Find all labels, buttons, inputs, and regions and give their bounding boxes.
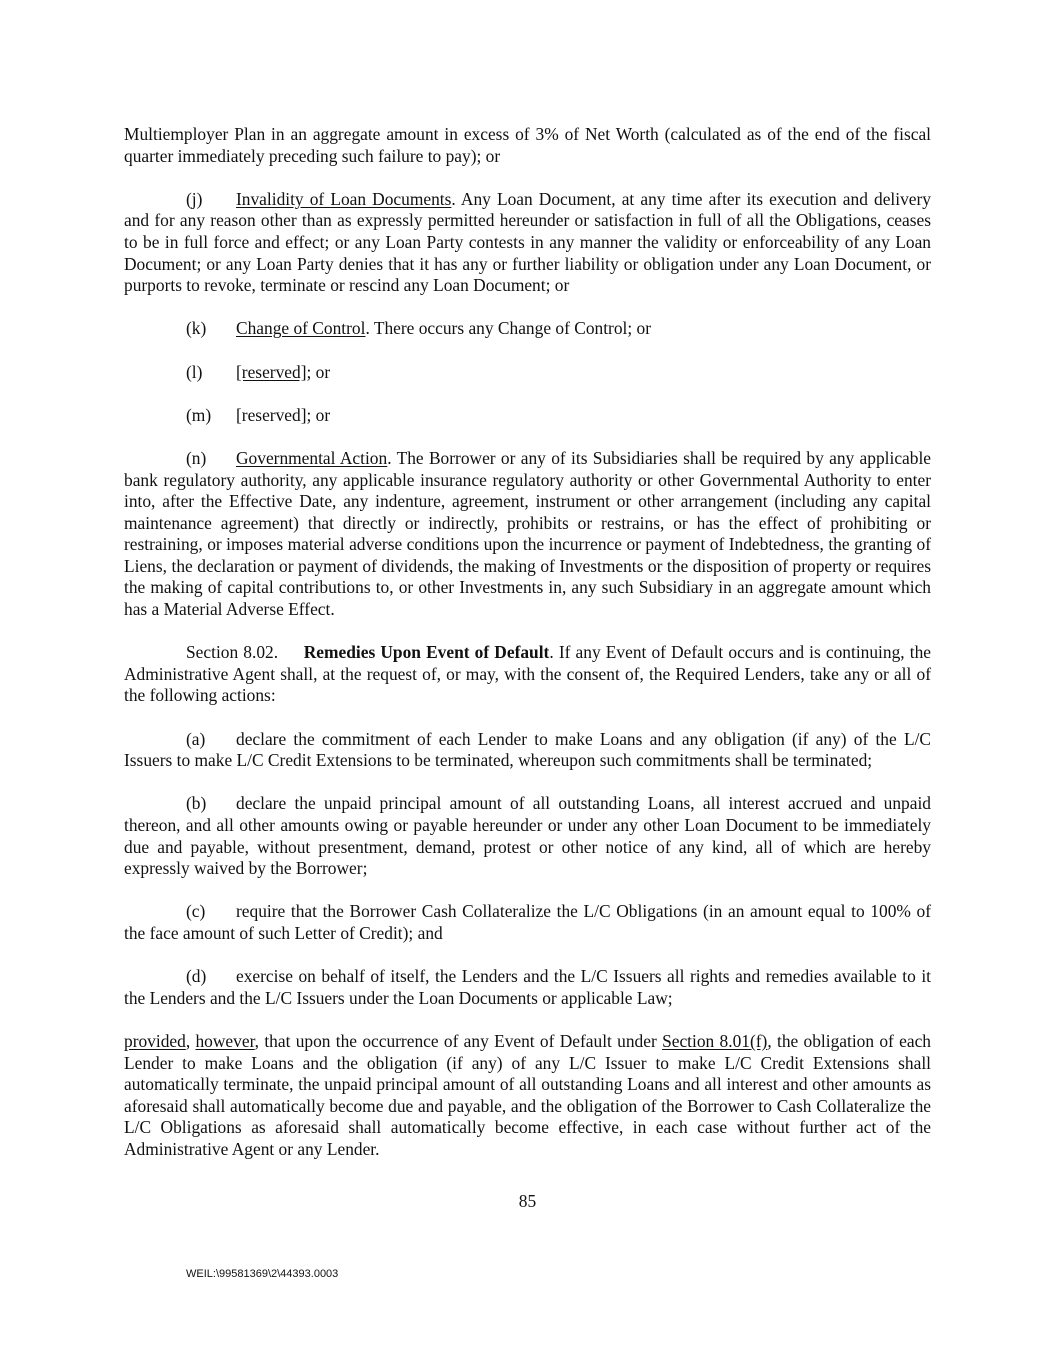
clause-text: declare the unpaid principal amount of all outstanding Loans, all interest accrued and unpaid thereon, and all other amounts owing or payable hereunder or under any other Loan Document to be immediately due and payable, without presentment, demand, protest or other notice of any kind, all of which are hereby expressly waived by the Borrower;: [124, 793, 931, 879]
clause-label: (d): [186, 966, 207, 987]
clause-text: exercise on behalf of itself, the Lenders and the L/C Issuers all rights and remedies available to it the Lenders and the L/C Issuers under the Loan Documents or applicable Law;: [124, 966, 931, 1008]
paragraph-d: [124, 966, 931, 1009]
proviso-separator: ,: [185, 1030, 196, 1051]
paragraph-b: [124, 793, 931, 879]
paragraph-l: [124, 362, 931, 384]
proviso-text-2: , the obligation of each Lender to make Loans and the obligation (if any) of any L/C Issuer to make L/C Credit Extensions shall automatically terminate, the unpaid principal amount of all outstanding Loans and all interest and other amounts as aforesaid shall automatically become due and payable, and the obligation of the Borrower to Cash Collateralize the L/C Obligations as aforesaid shall automatically become effective, in each case without further act of the Administrative Agent or any Lender.: [124, 1030, 931, 1159]
paragraph-m: [124, 405, 931, 427]
paragraph-c: [124, 901, 931, 944]
clause-label: (l): [186, 361, 203, 382]
clause-text: [reserved]; or: [236, 404, 331, 425]
clause-text: . Any Loan Document, at any time after its execution and delivery and for any reason other than as expressly permitted hereunder or satisfaction in full of all the Obligations, ceases to be in full force and effect; or any Loan Party contests in any manner the validity or enforceability of any Loan Document; or any Loan Party denies that it has any or further liability or obligation under any Loan Document, or purports to revoke, terminate or rescind any Loan Document; or: [124, 188, 931, 296]
paragraph-j: [124, 189, 931, 297]
proviso-provided: provided: [124, 1030, 186, 1051]
clause-heading: Invalidity of Loan Documents: [236, 188, 452, 209]
page-number: 85: [518, 1191, 537, 1211]
clause-label: (c): [186, 901, 206, 922]
clause-label: (j): [186, 188, 203, 209]
clause-label: (m): [186, 404, 212, 425]
clause-text: ; or: [306, 361, 331, 382]
section-number: Section 8.02.: [186, 642, 279, 663]
clause-text: . There occurs any Change of Control; or: [365, 318, 652, 339]
clause-text: declare the commitment of each Lender to make Loans and any obligation (if any) of the L/C Issuers to make L/C Credit Extensions to be terminated, whereupon such commitments shall be terminated;: [124, 728, 931, 771]
section-text: . If any Event of Default occurs and is continuing, the Administrative Agent shall, at the request of, or may, with the consent of, the Required Lenders, take any or all of the following actions:: [124, 642, 931, 706]
clause-label: (n): [186, 447, 207, 468]
clause-label: (b): [186, 793, 207, 814]
footer-document-id: WEIL:\99581369\2\44393.0003: [186, 1268, 339, 1280]
section-title: Remedies Upon Event of Default: [303, 642, 550, 663]
clause-label: (k): [186, 318, 207, 339]
paragraph-intro: Multiemployer Plan in an aggregate amount in excess of 3% of Net Worth (calculated as of the end of the fiscal quarter immediately preceding such failure to pay); or: [124, 124, 931, 166]
clause-heading: Governmental Action: [236, 447, 388, 468]
paragraph-proviso: [124, 1031, 931, 1161]
clause-heading: [reserved]: [236, 361, 307, 382]
proviso-text-1: , that upon the occurrence of any Event of Default under: [254, 1030, 663, 1051]
document-body: [124, 124, 931, 1182]
section-reference-link: Section 8.01(f): [662, 1030, 768, 1051]
paragraph-n: [124, 448, 931, 621]
clause-heading: Change of Control: [236, 318, 366, 339]
clause-label: (a): [186, 728, 206, 749]
proviso-however: however: [195, 1030, 255, 1051]
clause-text: require that the Borrower Cash Collateralize the L/C Obligations (in an amount equal to 100% of the face amount of such Letter of Credit); and: [124, 901, 931, 943]
paragraph-k: [124, 318, 931, 340]
clause-text: . The Borrower or any of its Subsidiaries shall be required by any applicable bank regulatory authority, any applicable insurance regulatory authority or other Governmental Authority to enter into, after the Effective Date, any indenture, agreement, instrument or other arrangement (including any capital maintenance agreement) that directly or indirectly, prohibits or restrains, or has the effect of prohibiting or restraining, or imposes material adverse conditions upon the incurrence or payment of Indebtedness, the granting of Liens, the declaration or payment of dividends, the making of Investments or the disposition of property or requires the making of capital contributions to, or other Investments in, any such Subsidiary in an aggregate amount which has a Material Adverse Effect.: [124, 447, 932, 620]
section-8-02: [124, 642, 931, 707]
paragraph-a: [124, 729, 931, 772]
